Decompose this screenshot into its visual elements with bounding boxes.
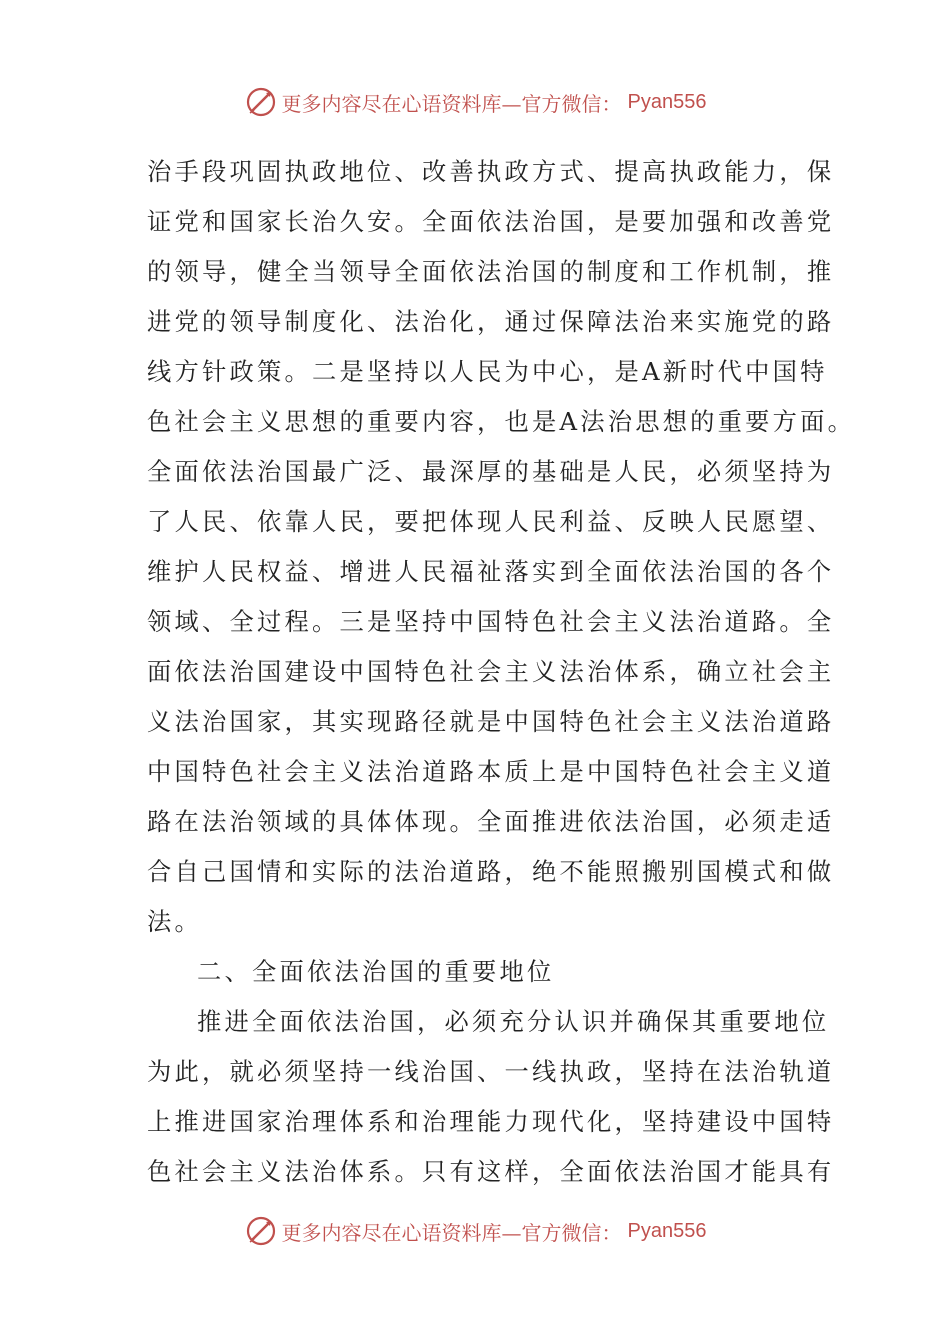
paragraph-line: 义法治国家，其实现路径就是中国特色社会主义法治道路 (147, 707, 835, 736)
paragraph-line: 为此，就必须坚持一线治国、一线执政，坚持在法治轨道 (147, 1057, 835, 1086)
paragraph-line: 全面依法治国最广泛、最深厚的基础是人民，必须坚持为 (147, 457, 835, 486)
section-heading: 二、全面依法治国的重要地位 (197, 957, 555, 986)
paragraph-line: 证党和国家长治久安。全面依法治国，是要加强和改善党 (147, 207, 835, 236)
paragraph-line: 色社会主义思想的重要内容，也是A法治思想的重要方面。 (147, 407, 856, 436)
wechat-id: Pyan556 (627, 1219, 707, 1242)
pen-logo-icon (244, 85, 278, 119)
paragraph-line: 合自己国情和实际的法治道路，绝不能照搬别国模式和做 (147, 857, 835, 886)
watermark-text: 更多内容尽在心语资料库—官方微信： (281, 91, 622, 116)
paragraph-line: 进党的领导制度化、法治化，通过保障法治来实施党的路 (147, 307, 835, 336)
paragraph-line: 维护人民权益、增进人民福祉落实到全面依法治国的各个 (147, 557, 835, 586)
paragraph-line: 治手段巩固执政地位、改善执政方式、提高执政能力，保 (147, 157, 835, 186)
paragraph-line: 线方针政策。二是坚持以人民为中心，是A新时代中国特 (147, 357, 828, 386)
paragraph-line: 中国特色社会主义法治道路本质上是中国特色社会主义道 (147, 757, 835, 786)
watermark-text: 更多内容尽在心语资料库—官方微信： (281, 1220, 622, 1245)
footer-watermark-banner (0, 1211, 950, 1251)
paragraph-line: 色社会主义法治体系。只有这样，全面依法治国才能具有 (147, 1157, 835, 1186)
paragraph-line: 推进全面依法治国，必须充分认识并确保其重要地位 (197, 1007, 830, 1036)
pen-logo-icon (244, 1214, 278, 1248)
header-watermark-banner (0, 82, 950, 122)
paragraph-line: 面依法治国建设中国特色社会主义法治体系，确立社会主 (147, 657, 835, 686)
paragraph-line: 法。 (147, 907, 202, 936)
paragraph-line: 的领导，健全当领导全面依法治国的制度和工作机制，推 (147, 257, 835, 286)
paragraph-line: 了人民、依靠人民，要把体现人民利益、反映人民愿望、 (147, 507, 835, 536)
paragraph-line: 上推进国家治理体系和治理能力现代化，坚持建设中国特 (147, 1107, 835, 1136)
paragraph-line: 领域、全过程。三是坚持中国特色社会主义法治道路。全 (147, 607, 835, 636)
paragraph-line: 路在法治领域的具体体现。全面推进依法治国，必须走适 (147, 807, 835, 836)
wechat-id: Pyan556 (627, 90, 707, 113)
